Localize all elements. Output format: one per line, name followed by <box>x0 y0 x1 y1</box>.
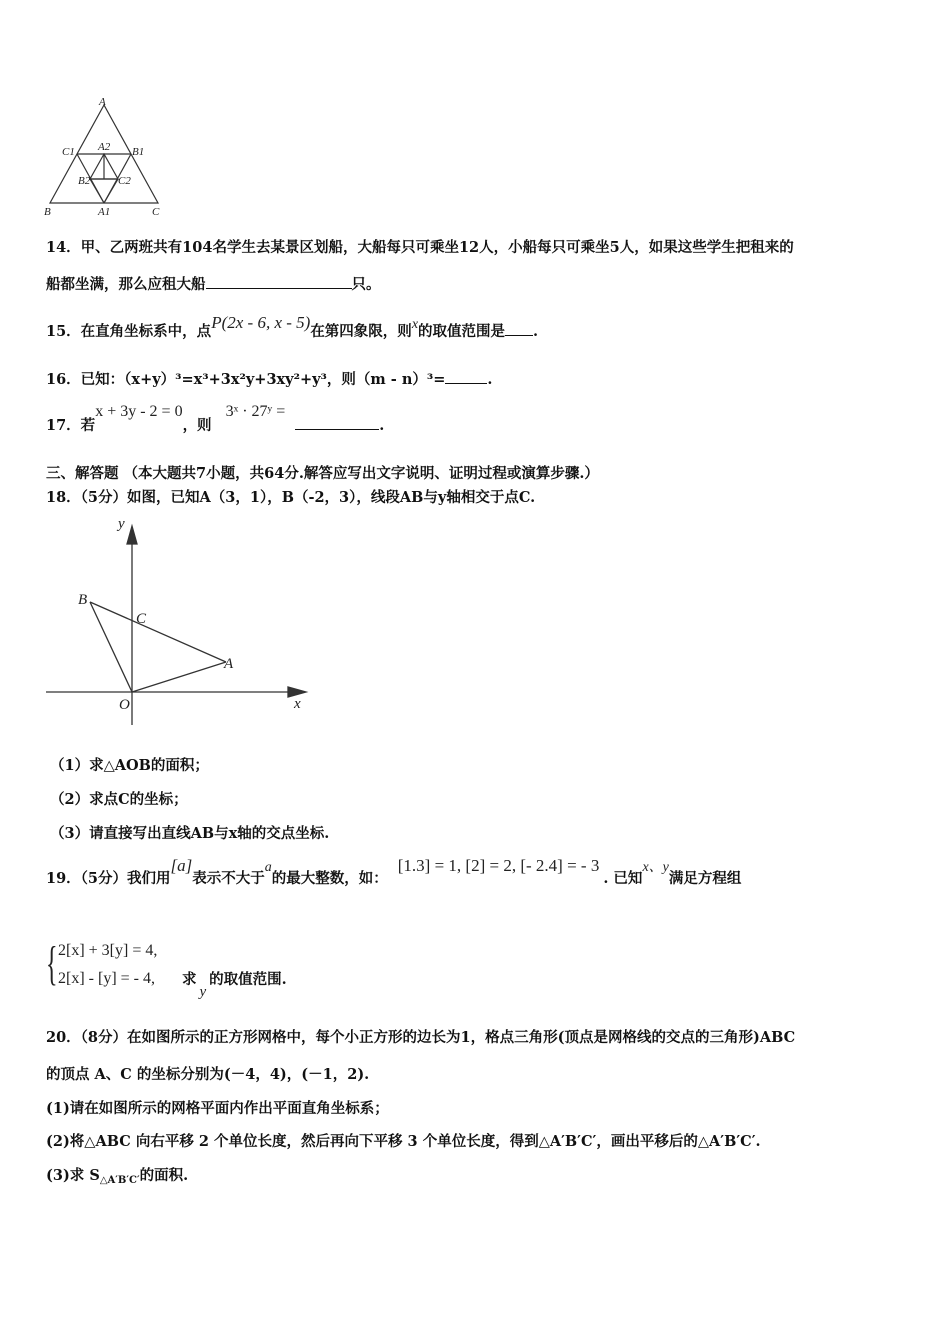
q18-part3: （3）请直接写出直线AB与x轴的交点坐标. <box>50 825 330 842</box>
q15 <box>46 312 539 340</box>
q19-line1 <box>46 855 742 887</box>
label-C: C <box>152 206 160 218</box>
q19-prefix: 19．（5分）我们用 <box>46 870 171 887</box>
q20-part3-prefix: (3)求 S <box>46 1167 100 1184</box>
label-B1: B1 <box>132 146 145 158</box>
q17 <box>46 400 385 434</box>
triangle-figure <box>40 95 170 220</box>
q18-stem: 18．（5分）如图，已知A（3，1），B（-2，3），线段AB与y轴相交于点C. <box>46 489 536 506</box>
q19-examples: [1.3] = 1, [2] = 2, [- 2.4] = - 3 <box>397 856 600 875</box>
q16-prefix: 16．已知：（x+y）³=x³+3x²y+3xy²+y³，则（m - n）³= <box>46 371 446 388</box>
q20-part3-suffix: 的面积. <box>139 1167 189 1184</box>
q19-mid4: 满足方程组 <box>668 870 742 887</box>
label-A: A <box>99 96 106 108</box>
label-B2: B2 <box>78 175 91 187</box>
q15-var: x <box>411 317 419 332</box>
label-A1: A1 <box>98 206 111 218</box>
q19-mid1: 表示不大于 <box>192 870 265 887</box>
q14-line2 <box>46 273 381 294</box>
q15-middle: 在第四象限，则 <box>310 323 412 340</box>
q17-prefix: 17．若 <box>46 417 96 434</box>
q19-eq2: 2[x] - [y] = - 4, <box>58 970 155 987</box>
q17-end: . <box>379 417 385 434</box>
axis-label-y: y <box>118 516 125 532</box>
segment-OA <box>132 662 226 692</box>
q16-answer-blank[interactable] <box>445 369 487 384</box>
point-label-C: C <box>136 611 147 627</box>
q18-part2: （2）求点C的坐标； <box>50 791 188 808</box>
y-axis-arrow <box>127 526 137 544</box>
q19-y: y <box>199 984 207 1000</box>
point-label-B: B <box>78 592 88 608</box>
q17-expr: 3ˣ · 27ʸ = <box>225 403 286 420</box>
q19-bracket-a: [a] <box>170 856 193 875</box>
label-C2: C2 <box>118 175 131 187</box>
q19-ask-text: 求 <box>182 971 197 988</box>
q19-system <box>46 937 186 1000</box>
q14-line2-text: 船都坐满，那么应租大船 <box>46 276 206 293</box>
system-brace: { <box>46 937 58 990</box>
axis-label-x: x <box>294 696 301 712</box>
q19-a: a <box>264 860 272 875</box>
q15-suffix: 的取值范围是 <box>418 323 506 340</box>
q14-line1: 14．甲、乙两班共有104名学生去某景区划船，大船每只可乘坐12人，小船每只可乘坐5人，如果这些学生把租来的 <box>46 239 794 256</box>
q15-answer-blank[interactable] <box>505 321 533 336</box>
q17-middle: ，则 <box>182 417 212 434</box>
q20-part1: (1)请在如图所示的网格平面内作出平面直角坐标系； <box>46 1100 389 1117</box>
point-label-O: O <box>119 697 130 713</box>
q19-eq1: 2[x] + 3[y] = 4, <box>58 942 158 959</box>
q20-line1: 20．（8分）在如图所示的正方形网格中，每个小正方形的边长为1，格点三角形(顶点是网格线的交点的三角形)ABC <box>46 1029 796 1046</box>
segment-AB <box>90 602 226 662</box>
q17-cond: x + 3y - 2 = 0 <box>95 403 183 420</box>
q20-part3-sub: △A′B′C′ <box>99 1175 140 1186</box>
q20-part2: (2)将△ABC 向右平移 2 个单位长度，然后再向下平移 3 个单位长度，得到△A′B′C′，画出平移后的△A′B′C′. <box>46 1133 761 1150</box>
q19-mid3: . 已知 <box>603 870 643 887</box>
q14-answer-blank[interactable] <box>206 274 352 289</box>
q17-answer-blank[interactable] <box>295 415 379 430</box>
section3-title: 三、解答题 （本大题共7小题，共64分.解答应写出文字说明、证明过程或演算步骤.） <box>46 465 599 482</box>
q19-mid2: 的最大整数，如： <box>271 870 388 887</box>
q14-line2-end: 只。 <box>351 276 381 293</box>
label-A2: A2 <box>98 141 111 153</box>
q20-part3 <box>46 1164 188 1185</box>
q15-end: . <box>533 323 539 340</box>
q19-xy: x、y <box>642 860 669 875</box>
q15-prefix: 15．在直角坐标系中，点 <box>46 323 212 340</box>
q19-ask <box>182 968 287 1000</box>
q16-end: . <box>487 371 493 388</box>
segment-OB <box>90 602 132 692</box>
q19-ask-end: 的取值范围. <box>209 971 287 988</box>
q16 <box>46 368 492 389</box>
q18-part1: （1）求△AOB的面积； <box>50 757 209 774</box>
q20-line2: 的顶点 A、C 的坐标分别为(－4，4)，(－1，2). <box>46 1066 370 1083</box>
q18-coordinate-graph <box>40 510 320 732</box>
label-B: B <box>44 206 51 218</box>
point-label-A: A <box>224 656 234 672</box>
q15-point: P(2x - 6, x - 5) <box>211 313 311 332</box>
label-C1: C1 <box>62 146 75 158</box>
